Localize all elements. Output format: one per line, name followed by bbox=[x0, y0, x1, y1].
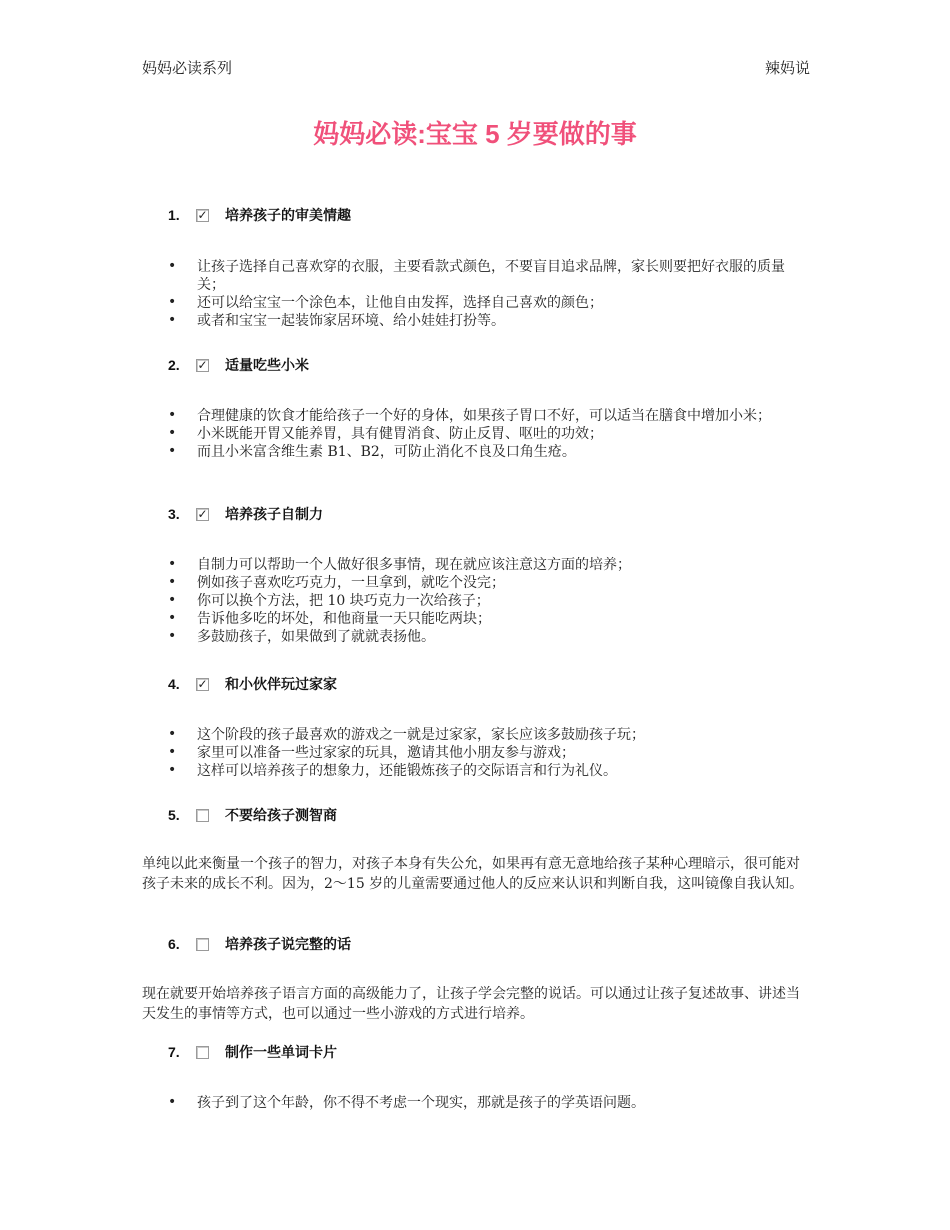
list-item: • 家里可以准备一些过家家的玩具，邀请其他小朋友参与游戏； bbox=[168, 744, 808, 762]
section-number: 7. bbox=[168, 1044, 180, 1060]
section-number: 5. bbox=[168, 807, 180, 823]
checkbox-icon[interactable]: ✓ bbox=[197, 506, 208, 521]
checkbox-icon[interactable] bbox=[196, 1046, 209, 1059]
section-6-paragraph: 现在就要开始培养孩子语言方面的高级能力了，让孩子学会完整的说话。可以通过让孩子复述故事、讲述当天发生的事情等方式，也可以通过一些小游戏的方式进行培养。 bbox=[142, 986, 800, 1022]
section-3-list bbox=[168, 556, 808, 646]
section-2-heading bbox=[168, 355, 309, 375]
list-item: • 自制力可以帮助一个人做好很多事情，现在就应该注意这方面的培养； bbox=[168, 556, 808, 574]
section-number: 1. bbox=[168, 207, 180, 223]
list-item: • 孩子到了这个年龄，你不得不考虑一个现实，那就是孩子的学英语问题。 bbox=[168, 1094, 808, 1112]
section-1-heading bbox=[168, 205, 351, 225]
checkbox-icon[interactable] bbox=[196, 938, 209, 951]
section-3-heading bbox=[168, 504, 323, 524]
section-title: 和小伙伴玩过家家 bbox=[225, 677, 337, 693]
list-item: • 例如孩子喜欢吃巧克力，一旦拿到，就吃个没完； bbox=[168, 574, 808, 592]
section-7-heading bbox=[168, 1042, 337, 1062]
list-item: • 这样可以培养孩子的想象力，还能锻炼孩子的交际语言和行为礼仪。 bbox=[168, 762, 808, 780]
page-title: 妈妈必读:宝宝 5 岁要做的事 bbox=[313, 119, 637, 149]
header-right: 辣妈说 bbox=[764, 59, 810, 77]
list-item: • 让孩子选择自己喜欢穿的衣服，主要看款式颜色，不要盲目追求品牌，家长则要把好衣服的质量关； bbox=[168, 258, 808, 294]
list-item: • 多鼓励孩子，如果做到了就就表扬他。 bbox=[168, 628, 808, 646]
checkbox-icon[interactable]: ✓ bbox=[197, 357, 208, 372]
header-left: 妈妈必读系列 bbox=[142, 59, 233, 77]
checkbox-icon[interactable]: ✓ bbox=[197, 676, 208, 691]
section-title: 不要给孩子测智商 bbox=[225, 808, 337, 824]
list-item: • 还可以给宝宝一个涂色本，让他自由发挥，选择自己喜欢的颜色； bbox=[168, 294, 808, 312]
section-title: 培养孩子自制力 bbox=[225, 507, 323, 523]
list-item: • 而且小米富含维生素 B1、B2，可防止消化不良及口角生疮。 bbox=[168, 443, 808, 461]
section-number: 4. bbox=[168, 676, 180, 692]
section-number: 2. bbox=[168, 357, 180, 373]
section-title: 培养孩子的审美情趣 bbox=[225, 208, 351, 224]
checkbox-icon[interactable]: ✓ bbox=[197, 207, 208, 222]
section-1-list bbox=[168, 258, 808, 330]
section-2-list bbox=[168, 407, 808, 461]
list-item: • 合理健康的饮食才能给孩子一个好的身体，如果孩子胃口不好，可以适当在膳食中增加小米； bbox=[168, 407, 808, 425]
section-4-heading bbox=[168, 674, 337, 694]
list-item: • 告诉他多吃的坏处，和他商量一天只能吃两块； bbox=[168, 610, 808, 628]
section-5-heading bbox=[168, 805, 337, 825]
section-title: 适量吃些小米 bbox=[225, 358, 309, 374]
section-4-list bbox=[168, 726, 808, 780]
section-number: 3. bbox=[168, 506, 180, 522]
section-title: 制作一些单词卡片 bbox=[225, 1045, 337, 1061]
list-item: • 小米既能开胃又能养胃，具有健胃消食、防止反胃、呕吐的功效； bbox=[168, 425, 808, 443]
section-7-list bbox=[168, 1094, 808, 1112]
section-title: 培养孩子说完整的话 bbox=[225, 937, 351, 953]
section-number: 6. bbox=[168, 936, 180, 952]
list-item: • 这个阶段的孩子最喜欢的游戏之一就是过家家，家长应该多鼓励孩子玩； bbox=[168, 726, 808, 744]
list-item: • 你可以换个方法，把 10 块巧克力一次给孩子； bbox=[168, 592, 808, 610]
section-5-paragraph: 单纯以此来衡量一个孩子的智力，对孩子本身有失公允，如果再有意无意地给孩子某种心理暗示，很可能对孩子未来的成长不利。因为，2～15 岁的儿童需要通过他人的反应来认识和判断自我，这叫镜像自我认知。 bbox=[142, 856, 804, 892]
list-item: • 或者和宝宝一起装饰家居环境、给小娃娃打扮等。 bbox=[168, 312, 808, 330]
checkbox-icon[interactable] bbox=[196, 809, 209, 822]
section-6-heading bbox=[168, 934, 351, 954]
